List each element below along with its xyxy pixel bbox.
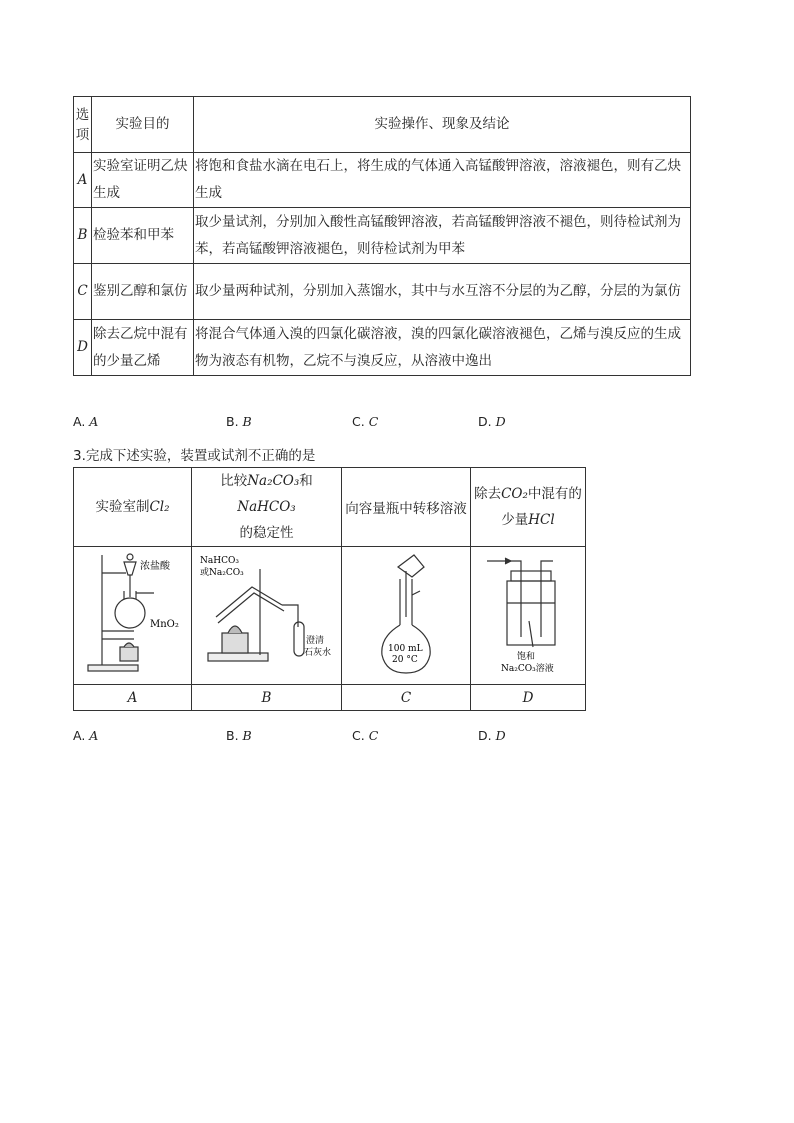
table-header-row xyxy=(74,97,691,153)
footer-label: D xyxy=(471,685,586,711)
gas-washing-bottle-icon xyxy=(471,547,585,680)
header-purpose: 实验目的 xyxy=(92,97,194,153)
option-c[interactable]: C. C xyxy=(352,728,379,743)
svg-text:浓盐酸: 浓盐酸 xyxy=(140,561,170,572)
option-d[interactable]: D. D xyxy=(478,414,506,429)
table-row xyxy=(74,320,691,376)
heating-apparatus-icon xyxy=(192,547,341,680)
option-b[interactable]: B. B xyxy=(226,414,252,429)
table-footer-row xyxy=(74,685,586,711)
option-b[interactable]: B. B xyxy=(226,728,252,743)
row-purpose: 实验室证明乙炔生成 xyxy=(92,153,194,208)
option-d[interactable]: D. D xyxy=(478,728,506,743)
row-label: B xyxy=(74,208,92,264)
footer-label: B xyxy=(192,685,342,711)
svg-text:澄清: 澄清 xyxy=(306,636,325,646)
table-row xyxy=(74,153,691,208)
header-cell-b: 比较Na₂CO₃和NaHCO₃ 的稳定性 xyxy=(192,468,342,547)
header-cell-c: 向容量瓶中转移溶液 xyxy=(342,468,471,547)
row-label: C xyxy=(74,264,92,320)
header-operation: 实验操作、现象及结论 xyxy=(194,97,691,153)
header-option: 选项 xyxy=(74,97,92,153)
question-3-stem: 3.完成下述实验，装置或试剂不正确的是 xyxy=(73,448,316,464)
svg-text:饱和: 饱和 xyxy=(517,652,536,662)
svg-text:NaHCO₃: NaHCO₃ xyxy=(200,556,239,566)
chlorine-generator-apparatus-icon xyxy=(74,547,191,680)
row-label: A xyxy=(74,153,92,208)
row-operation: 取少量试剂，分别加入酸性高锰酸钾溶液，若高锰酸钾溶液不褪色，则待检试剂为苯，若高锰酸钾溶液褪色，则待检试剂为甲苯 xyxy=(194,208,691,264)
option-a[interactable]: A. A xyxy=(73,728,99,743)
header-cell-a: 实验室制Cl₂ xyxy=(74,468,192,547)
apparatus-a xyxy=(74,547,192,685)
volumetric-flask-icon xyxy=(342,547,470,680)
row-purpose: 检验苯和甲苯 xyxy=(92,208,194,264)
footer-label: C xyxy=(342,685,471,711)
experiment-table-2 xyxy=(73,467,586,711)
svg-text:Na₂CO₃溶液: Na₂CO₃溶液 xyxy=(501,664,554,674)
apparatus-row xyxy=(74,547,586,685)
svg-text:MnO₂: MnO₂ xyxy=(150,619,179,630)
apparatus-d xyxy=(471,547,586,685)
row-purpose: 鉴别乙醇和氯仿 xyxy=(92,264,194,320)
svg-text:或Na₂CO₃: 或Na₂CO₃ xyxy=(200,568,244,578)
row-operation: 将混合气体通入溴的四氯化碳溶液，溴的四氯化碳溶液褪色，乙烯与溴反应的生成物为液态有机物，乙烷不与溴反应，从溶液中逸出 xyxy=(194,320,691,376)
table-row xyxy=(74,264,691,320)
option-a[interactable]: A. A xyxy=(73,414,99,429)
apparatus-c xyxy=(342,547,471,685)
svg-text:石灰水: 石灰水 xyxy=(304,648,332,658)
apparatus-b xyxy=(192,547,342,685)
row-operation: 取少量两种试剂，分别加入蒸馏水，其中与水互溶不分层的为乙醇，分层的为氯仿 xyxy=(194,264,691,320)
row-operation: 将饱和食盐水滴在电石上，将生成的气体通入高锰酸钾溶液，溶液褪色，则有乙炔生成 xyxy=(194,153,691,208)
row-purpose: 除去乙烷中混有的少量乙烯 xyxy=(92,320,194,376)
row-label: D xyxy=(74,320,92,376)
table-header-row xyxy=(74,468,586,547)
experiment-table-1 xyxy=(73,96,691,376)
svg-text:20 °C: 20 °C xyxy=(392,655,418,665)
table-row xyxy=(74,208,691,264)
svg-text:100 mL: 100 mL xyxy=(388,644,423,654)
footer-label: A xyxy=(74,685,192,711)
option-c[interactable]: C. C xyxy=(352,414,379,429)
header-cell-d: 除去CO₂中混有的少量HCl xyxy=(471,468,586,547)
